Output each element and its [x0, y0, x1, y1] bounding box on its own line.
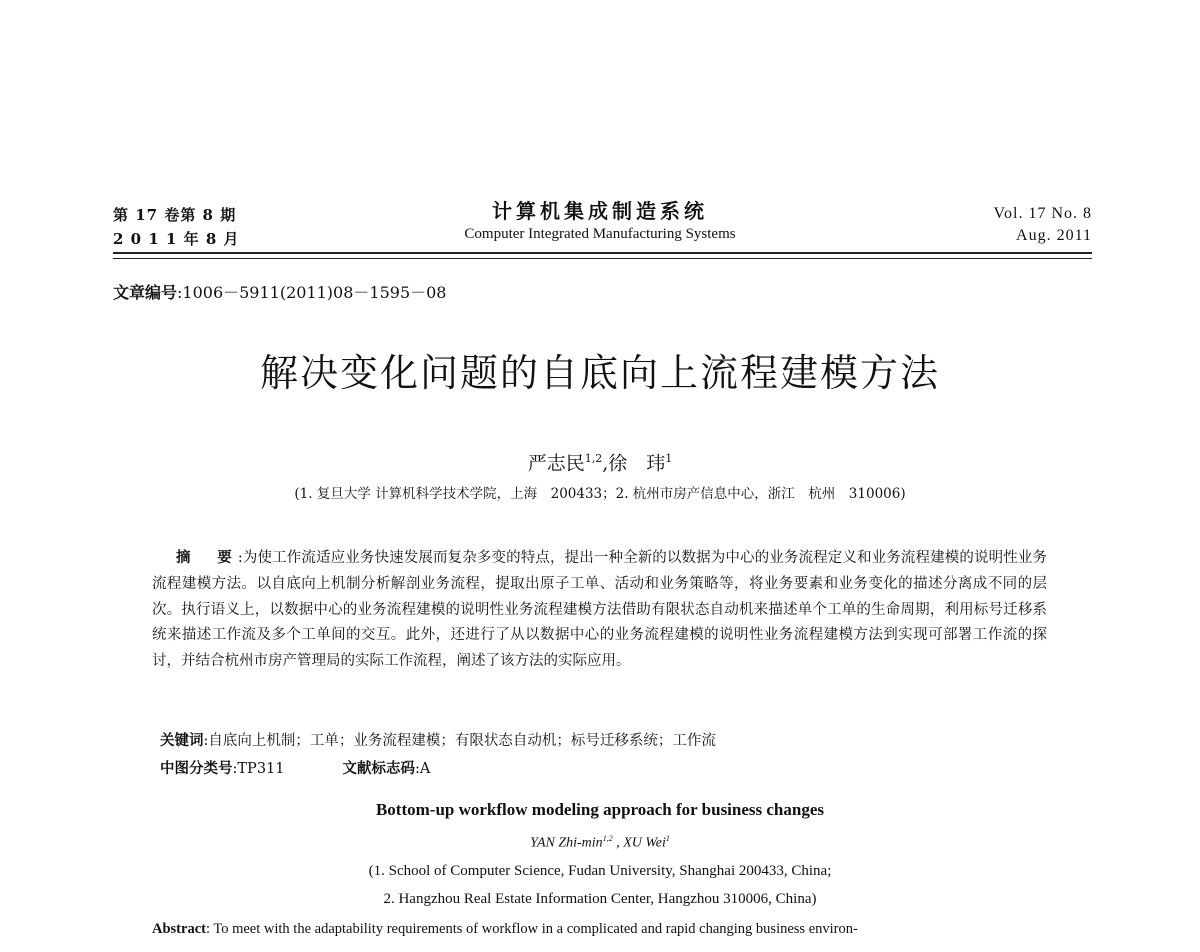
volume-issue: 第 17 卷第 8 期: [113, 206, 237, 224]
header-rule-thin: [113, 258, 1092, 259]
article-number: [113, 282, 447, 304]
authors-cn: [0, 446, 1200, 476]
publication-date-en: Aug. 2011: [1016, 227, 1092, 244]
journal-name-en: Computer Integrated Manufacturing Systems: [464, 226, 736, 242]
author-1: 严志民: [527, 452, 585, 475]
keywords-cn-text: :自底向上机制；工单；业务流程建模；有限状态自动机；标号迁移系统；工作流: [203, 733, 716, 749]
abstract-cn-label: 摘 要: [176, 549, 238, 566]
abstract-en-label: Abstract: [152, 921, 206, 937]
abstract-en-text: : To meet with the adaptability requirements of workflow in a complicated and rapid changing business environ-: [205, 921, 858, 937]
abstract-cn: [152, 545, 1047, 675]
article-number-label: 文章编号: [113, 283, 178, 302]
article-number-value: :1006－5911(2011)08－1595－08: [177, 283, 447, 302]
author-2-affil: 1: [665, 452, 673, 465]
header-right: [994, 203, 1093, 247]
paper-title-en: Bottom-up workflow modeling approach for business changes: [375, 800, 825, 819]
author-separator: ,: [602, 452, 609, 475]
authors-en: [0, 829, 1200, 854]
doc-code-value: :A: [415, 761, 431, 777]
abstract-cn-text: :为使工作流适应业务快速发展而复杂多变的特点，提出一种全新的以数据为中心的业务流程定义和业务流程建模的说明性业务流程建模方法。以自底向上机制分析解剖业务流程，提取出原子工单、活动和业务策略等，将业务要素和业务变化的描述分离成不同的层次。执行语义上，以数据中心的业务流程建模的说明性业务流程建模方法借助有限状态自动机来描述单个工单的生命周期，利用标号迁移系统来描述工作流及多个工单间的交互。此外，还进行了从以数据中心的业务流程建模的说明性业务流程建模方法到实现可部署工作流的探讨，并结合杭州市房产管理局的实际工作流程，阐述了该方法的实际应用。: [152, 550, 1047, 670]
affiliation-en-2: 2. Hangzhou Real Estate Information Center, Hangzhou 310006, China): [383, 891, 817, 907]
classification: [160, 758, 430, 780]
keywords-cn: [160, 730, 716, 752]
paper-title-cn: 解决变化问题的自底向上流程建模方法: [259, 351, 940, 395]
abstract-en: [152, 918, 1052, 940]
header-rule-thick: [113, 252, 1092, 254]
doc-code-label: 文献标志码: [342, 760, 415, 777]
affiliation-cn: (1. 复旦大学 计算机科学技术学院，上海 200433；2. 杭州市房产信息中心，浙江 杭州 310006): [294, 486, 906, 502]
publication-date-cn: 2 0 1 1 年 8 月: [113, 230, 240, 248]
clc-value: :TP311: [232, 761, 285, 777]
author-1-en: YAN Zhi-min: [530, 835, 603, 851]
author-1-en-affil: 1,2: [602, 834, 613, 843]
author-2-en-affil: 1: [665, 834, 670, 843]
author-2-en: XU Wei: [623, 835, 666, 851]
author-en-separator: ,: [612, 835, 624, 851]
journal-name-cn: 计算机集成制造系统: [492, 199, 708, 223]
affiliation-en-1: (1. School of Computer Science, Fudan University, Shanghai 200433, China;: [368, 863, 832, 879]
keywords-cn-label: 关键词: [160, 732, 204, 749]
clc-label: 中图分类号: [160, 760, 233, 777]
author-1-affil: 1,2: [584, 452, 603, 465]
author-2: 徐 玮: [608, 452, 666, 475]
volume-en: Vol. 17 No. 8: [993, 205, 1092, 222]
